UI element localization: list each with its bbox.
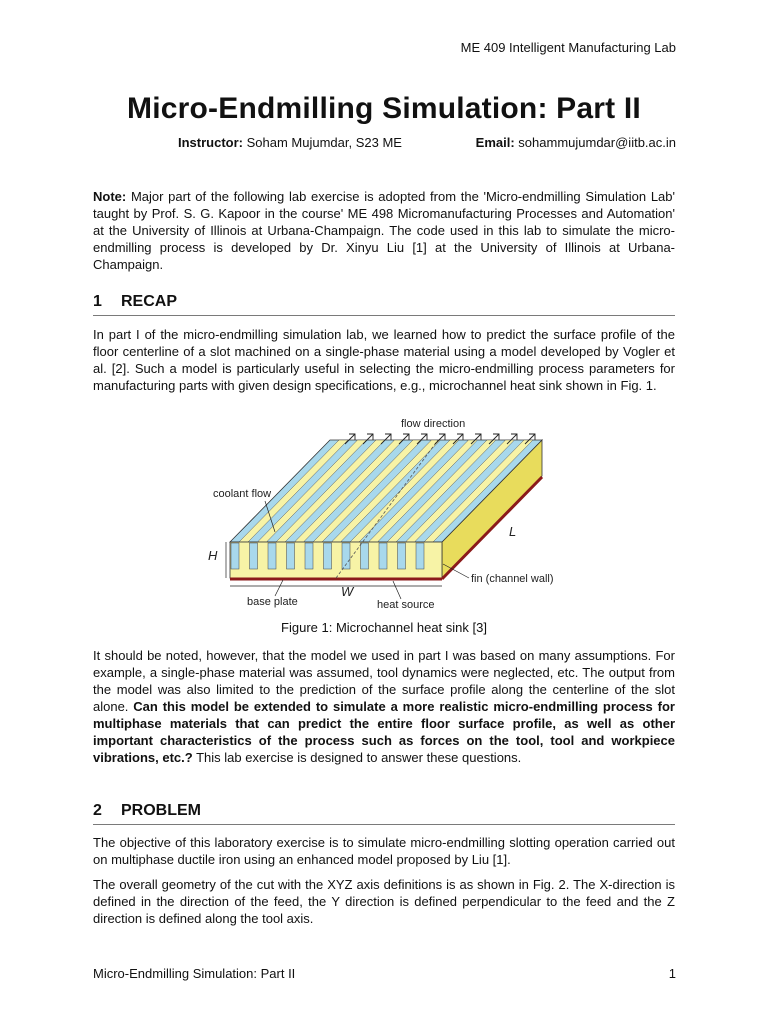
section-heading-recap [93, 293, 675, 316]
recap-paragraph-2-bold: Can this model be extended to simulate a more realistic micro-endmilling process for multiphase materials that can predict the entire floor surface profile, as well as other important characteristics of the process such as forces on the tool, tool and workpiece vibrations, etc.? [93, 699, 675, 765]
instructor-line [178, 135, 402, 150]
note-label: Note: [93, 189, 127, 204]
recap-paragraph-2-start: It should be noted, however, that the model we used in part I was based on many assumptions. For example, a single-phase material was assumed, tool dynamics were neglected, etc. The output from the model was also limited to the prediction of the surface profile along the centerline of the slot alone. [93, 648, 675, 714]
recap-paragraph-1: In part I of the micro-endmilling simulation lab, we learned how to predict the surface profile of the floor centerline of a slot machined on a single-phase material using a model developed by Vogler et al. [2]. Such a model is particularly useful in selecting the micro-endmilling process parameters for manufacturing parts with given design specifications, e.g., microchannel heat sink shown in Fig. 1. [93, 327, 675, 393]
instructor-label: Instructor: [178, 135, 243, 150]
section-title: PROBLEM [121, 802, 201, 819]
section-heading-problem [93, 802, 675, 825]
running-footer: Micro-Endmilling Simulation: Part II [93, 966, 296, 981]
front-channel [231, 543, 239, 569]
h-label: H [208, 548, 218, 563]
front-channel [305, 543, 313, 569]
front-channel [268, 543, 276, 569]
fin-label: fin (channel wall) [471, 573, 554, 585]
email-value: sohammujumdar@iitb.ac.in [518, 135, 676, 150]
email-label: Email: [475, 135, 515, 150]
front-channel [398, 543, 406, 569]
heat-source-leader [393, 581, 401, 599]
figure-1-caption: Figure 1: Microchannel heat sink [3] [281, 620, 487, 635]
front-channel [379, 543, 387, 569]
w-label: W [341, 584, 354, 599]
coolant-flow-label: coolant flow [213, 488, 272, 500]
note-paragraph [93, 188, 675, 273]
section-number: 2 [93, 802, 102, 819]
running-header: ME 409 Intelligent Manufacturing Lab [460, 40, 676, 55]
front-channel [361, 543, 369, 569]
l-label: L [509, 524, 517, 539]
email-line [476, 135, 676, 150]
problem-paragraph-1: The objective of this laboratory exercise is to simulate micro-endmilling slotting operation carried out on multiphase ductile iron using an enhanced model proposed by Liu [1]. [93, 835, 675, 867]
figure-microchannel-heat-sink [205, 414, 565, 619]
flow-direction-label: flow direction [401, 418, 466, 430]
front-channel [287, 543, 295, 569]
base-plate-label: base plate [247, 596, 298, 608]
heat-source-label: heat source [377, 599, 435, 611]
page-title: Micro-Endmilling Simulation: Part II [127, 92, 641, 125]
heat-sink-diagram [205, 414, 565, 614]
section-title: RECAP [121, 293, 178, 310]
problem-paragraph-2: The overall geometry of the cut with the XYZ axis definitions is as shown in Fig. 2. The X-direction is defined in the direction of the feed, the Y direction is defined perpendicular to the feed and the Z direction is defined along the tool axis. [93, 877, 675, 926]
recap-paragraph-2 [93, 647, 675, 766]
front-face [230, 542, 442, 578]
instructor-value: Soham Mujumdar, S23 ME [246, 135, 402, 150]
front-channel [250, 543, 258, 569]
recap-paragraph-2-end: This lab exercise is designed to answer these questions. [196, 750, 522, 765]
base-plate-leader [275, 580, 283, 596]
front-channel [324, 543, 332, 569]
note-text: Major part of the following lab exercise is adopted from the 'Micro-endmilling Simulation Lab' taught by Prof. S. G. Kapoor in the course' ME 498 Micromanufacturing Processes and Automation' at the University of Illinois at Urbana-Champaign. The code used in this lab to simulate the micro-endmilling process is developed by Dr. Xinyu Liu [1] at the University of Illinois at Urbana-Champaign. [93, 189, 675, 272]
section-number: 1 [93, 293, 102, 310]
page-number: 1 [668, 966, 676, 981]
front-channel [416, 543, 424, 569]
